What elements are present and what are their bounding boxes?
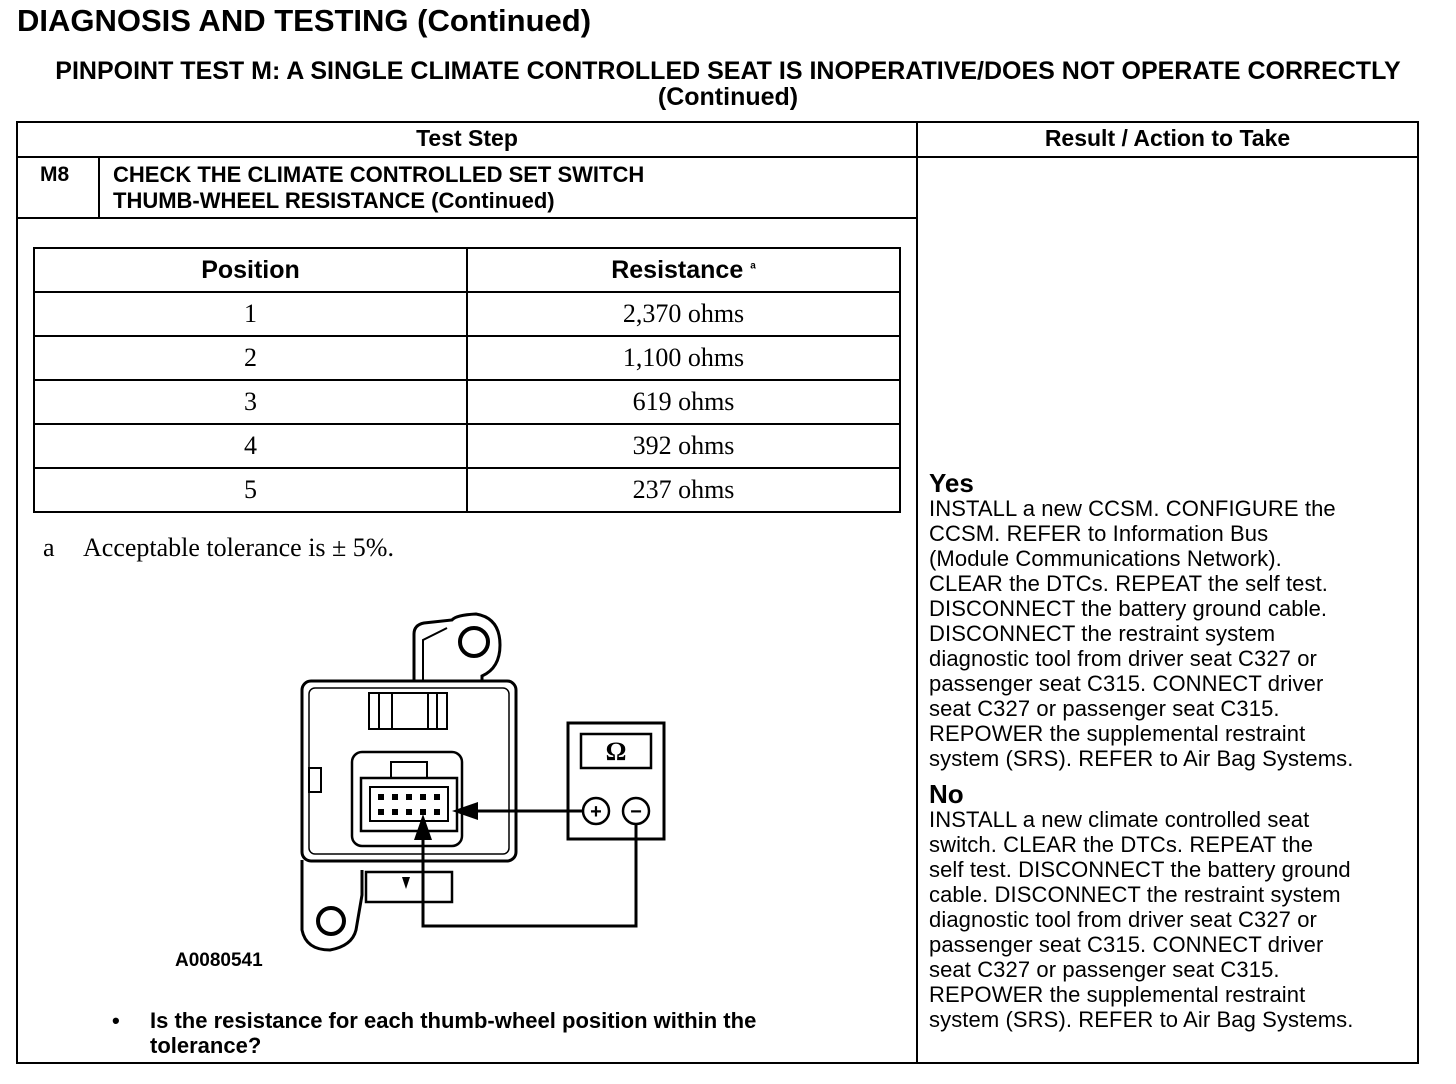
header-result: Result / Action to Take (1044, 125, 1291, 151)
position-cell: 1 (34, 292, 467, 336)
connector-pin (434, 794, 440, 800)
switch-body (302, 681, 516, 861)
footnote-text: Acceptable tolerance is ± 5%. (83, 533, 394, 562)
result-line: diagnostic tool from driver seat C327 or (929, 907, 1317, 932)
connector-pin (420, 794, 426, 800)
result-line: passenger seat C315. CONNECT driver (929, 671, 1324, 696)
page-title: DIAGNOSIS AND TESTING (Continued) (17, 3, 592, 38)
step-title-line-1: CHECK THE CLIMATE CONTROLLED SET SWITCH (113, 162, 645, 187)
bottom-mounting-tab (302, 860, 362, 950)
result-line: REPOWER the supplemental restraint (929, 721, 1306, 746)
minus-sign: − (630, 801, 642, 823)
result-no (929, 781, 1419, 1032)
result-line: (Module Communications Network). (929, 546, 1282, 571)
result-line: DISCONNECT the restraint system (929, 621, 1276, 646)
position-cell: 5 (34, 468, 467, 512)
resistance-cell: 237 ohms (467, 468, 900, 512)
result-line: seat C327 or passenger seat C315. (929, 696, 1280, 721)
connector-pin (378, 809, 384, 815)
position-cell: 2 (34, 336, 467, 380)
position-column-header: Position (34, 248, 467, 292)
plus-sign: + (590, 801, 602, 823)
resistance-cell: 392 ohms (467, 424, 900, 468)
top-tab-inner-outline (423, 628, 447, 682)
result-no-text (929, 807, 1419, 1032)
result-line: INSTALL a new climate controlled seat (929, 807, 1310, 832)
ohm-symbol: Ω (605, 737, 627, 766)
resistance-cell: 2,370 ohms (467, 292, 900, 336)
result-yes-label: Yes (929, 468, 974, 498)
top-mounting-hole (460, 628, 488, 656)
result-line: REPOWER the supplemental restraint (929, 982, 1306, 1007)
connector-pin (406, 794, 412, 800)
result-line: self test. DISCONNECT the battery ground (929, 857, 1351, 882)
footnote-mark: a (750, 260, 756, 272)
bottom-mounting-hole (318, 908, 344, 934)
pinpoint-test-title: PINPOINT TEST M: A SINGLE CLIMATE CONTROLLED SEAT IS INOPERATIVE/DOES NOT OPERATE CORRECTLY (Continued) (55, 57, 1401, 111)
result-no-label: No (929, 779, 964, 809)
bottom-clip-marker (402, 877, 410, 889)
result-line: CCSM. REFER to Information Bus (929, 521, 1269, 546)
header-test-step: Test Step (416, 125, 518, 151)
connector-pin (392, 794, 398, 800)
position-cell: 4 (34, 424, 467, 468)
figure-id: A0080541 (175, 950, 263, 971)
result-yes (929, 470, 1419, 771)
connector-pin (392, 809, 398, 815)
footnote-letter: a (43, 533, 55, 562)
connector-pin (378, 794, 384, 800)
question-line-2: tolerance? (150, 1033, 262, 1058)
result-line: cable. DISCONNECT the restraint system (929, 882, 1341, 907)
result-line: system (SRS). REFER to Air Bag Systems. (929, 746, 1354, 771)
result-line: seat C327 or passenger seat C315. (929, 957, 1280, 982)
result-line: system (SRS). REFER to Air Bag Systems. (929, 1007, 1354, 1032)
step-title-line-2: THUMB-WHEEL RESISTANCE (Continued) (113, 188, 555, 213)
bottom-clip (366, 872, 452, 902)
connector-pin (406, 809, 412, 815)
connector-pin (434, 809, 440, 815)
result-line: switch. CLEAR the DTCs. REPEAT the (929, 832, 1314, 857)
resistance-cell: 619 ohms (467, 380, 900, 424)
position-cell: 3 (34, 380, 467, 424)
resistance-column-header: Resistance $^a$ (467, 248, 900, 292)
resistance-cell: 1,100 ohms (467, 336, 900, 380)
result-yes-text (929, 496, 1419, 771)
result-line: passenger seat C315. CONNECT driver (929, 932, 1324, 957)
step-question (112, 1008, 892, 1058)
result-line: CLEAR the DTCs. REPEAT the self test. (929, 571, 1329, 596)
step-id: M8 (40, 163, 70, 186)
question-line-1: Is the resistance for each thumb-wheel position within the (150, 1008, 757, 1033)
result-line: INSTALL a new CCSM. CONFIGURE the (929, 496, 1336, 521)
question-bullet: • (112, 1008, 120, 1033)
result-line: diagnostic tool from driver seat C327 or (929, 646, 1317, 671)
result-line: DISCONNECT the battery ground cable. (929, 596, 1328, 621)
